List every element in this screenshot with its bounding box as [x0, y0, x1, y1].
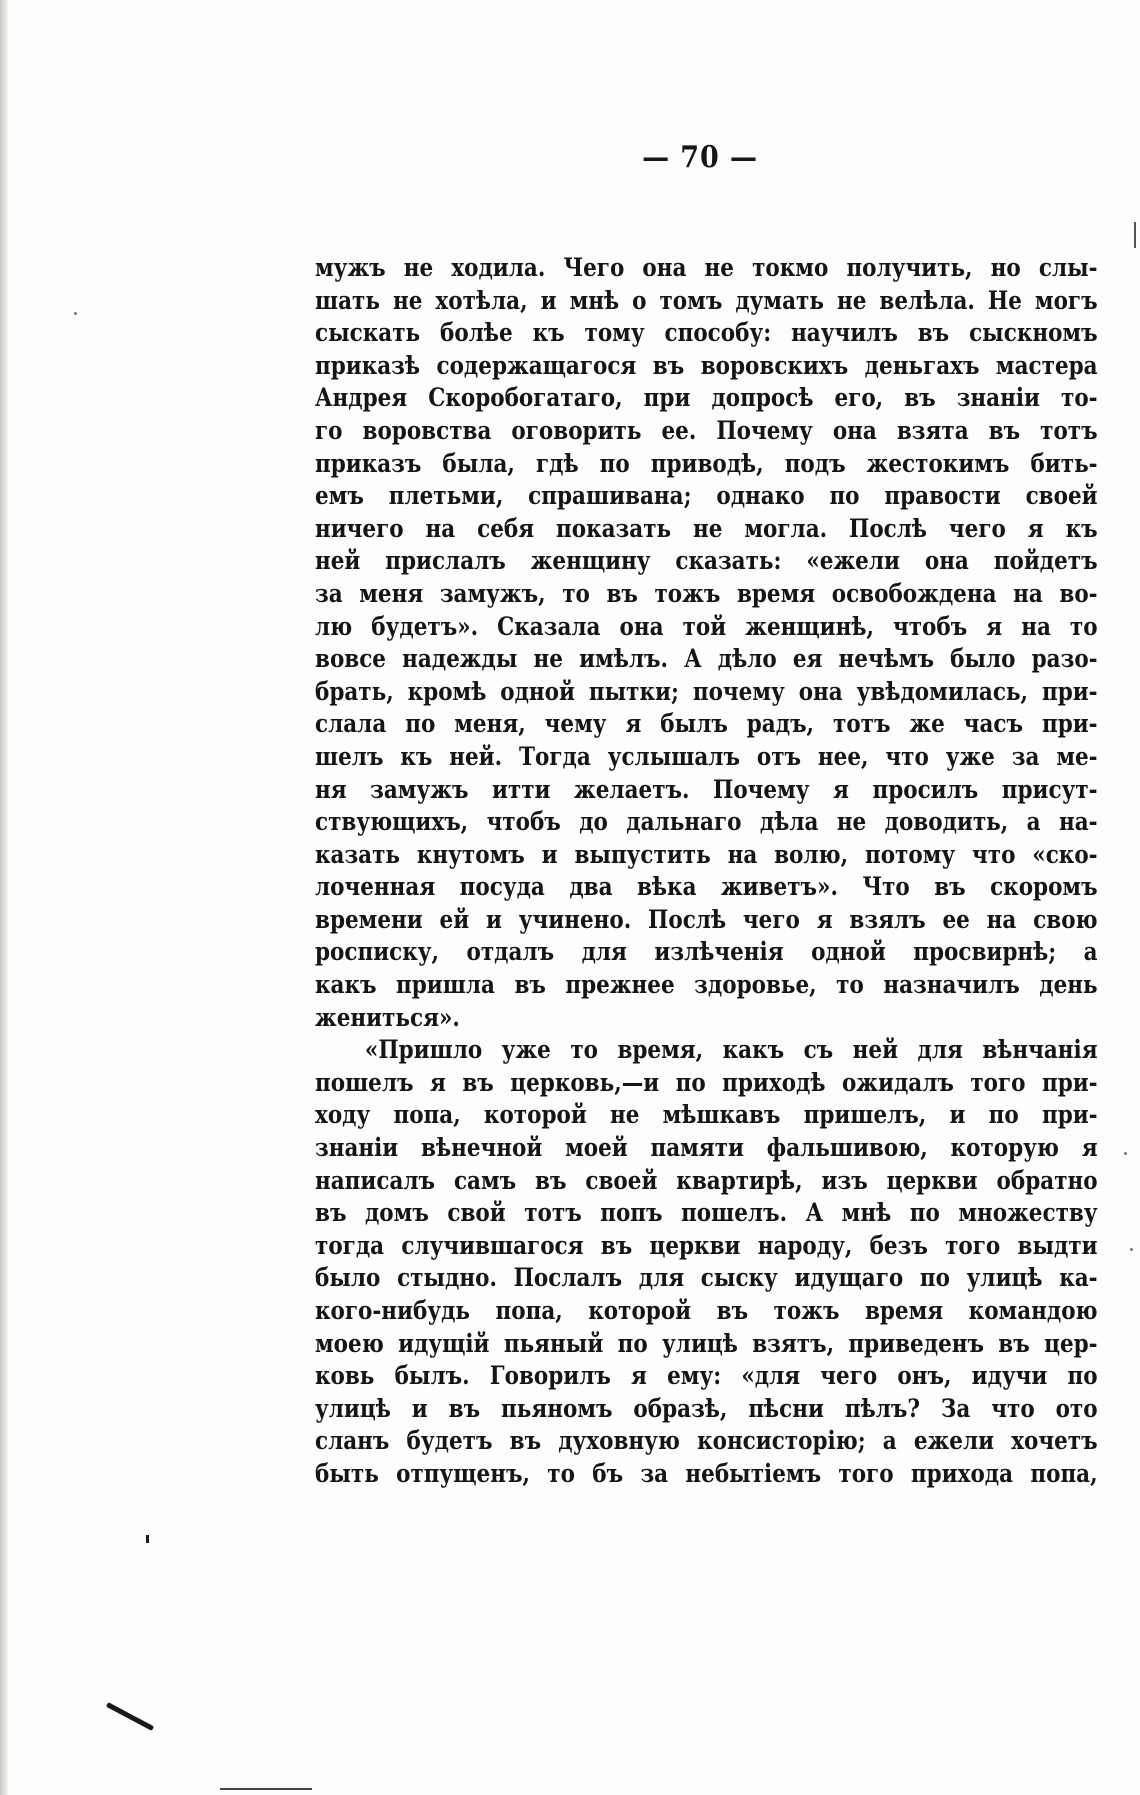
text-line: кого-нибудь попа, которой въ тожъ время командою — [315, 1296, 1098, 1325]
text-line: вовсе надежды не имѣлъ. А дѣло ея нечѣмъ было разо- — [315, 644, 1098, 674]
text-line: мужъ не ходила. Чего она не токмо получить, но слы- — [315, 253, 1098, 282]
text-line: улицѣ и въ пьяномъ образѣ, пѣсни пѣлъ? За что ото — [315, 1393, 1098, 1423]
text-line: ствующихъ, чтобъ до дальнаго дѣла не доводить, а на- — [315, 807, 1098, 837]
text-line: за меня замужъ, то въ тожъ время освобождена на во- — [315, 578, 1098, 608]
text-line: слала по меня, чему я былъ радъ, тотъ же часъ при- — [315, 709, 1098, 739]
text-line: брать, кромѣ одной пытки; почему она увѣдомилась, при- — [315, 676, 1098, 706]
text-line: шелъ къ ней. Тогда услышалъ отъ нее, что уже за ме- — [315, 741, 1098, 771]
ink-speck — [1130, 1248, 1133, 1251]
text-line: ковь былъ. Говорилъ я ему: «для чего онъ, идучи по — [315, 1361, 1098, 1391]
text-line: въ домъ свой тотъ попъ пошелъ. А мнѣ по множеству — [315, 1198, 1098, 1228]
ink-mark — [1134, 222, 1136, 248]
text-line: шать не хотѣла, и мнѣ о томъ думать не велѣла. Не могъ — [315, 285, 1098, 315]
text-line: приказѣ содержащагося въ воровскихъ деньгахъ мастера — [315, 350, 1098, 380]
text-line: знаніи вѣнечной моей памяти фальшивою, которую я — [315, 1133, 1098, 1163]
text-line: ничего на себя показать не могла. Послѣ чего я къ — [315, 513, 1098, 543]
page-number: — 70 — — [642, 140, 758, 175]
text-line: приказъ была, гдѣ по приводѣ, подъ жестокимъ бить- — [315, 448, 1098, 478]
text-line: пошелъ я въ церковь,—и по приходѣ ожидалъ того при- — [315, 1067, 1098, 1097]
ink-mark — [220, 1788, 312, 1790]
text-line: емъ плетьми, спрашивана; однако по правости своей — [315, 481, 1098, 511]
text-line: ня замужъ итти желаетъ. Почему я просилъ присут- — [315, 774, 1098, 804]
text-line: какъ пришла въ прежнее здоровье, то назначилъ день — [315, 970, 1098, 1000]
text-line: быть отпущенъ, то бъ за небытіемъ того прихода попа, — [315, 1458, 1098, 1488]
text-line: лю будетъ». Сказала она той женщинѣ, чтобъ я на то — [315, 611, 1098, 641]
text-line: ходу попа, которой не мѣшкавъ пришелъ, и по при- — [315, 1100, 1098, 1130]
text-line: «Пришло уже то время, какъ съ ней для вѣнчанія — [364, 1035, 1098, 1065]
text-line: времени ей и учинено. Послѣ чего я взялъ ее на свою — [315, 904, 1098, 934]
ink-speck — [74, 312, 77, 315]
text-line: моею идущій пьяный по улицѣ взятъ, приведенъ въ цер- — [315, 1328, 1098, 1358]
text-line: жениться». — [315, 1002, 460, 1032]
text-line: го воровства оговорить ее. Почему она взята въ тотъ — [315, 415, 1098, 445]
text-line: лоченная посуда два вѣка живетъ». Что въ скоромъ — [315, 872, 1098, 902]
text-line: росписку, отдалъ для излѣченія одной просвирнѣ; а — [315, 937, 1098, 967]
text-line: Андрея Скоробогатаго, при допросѣ его, въ знаніи то- — [315, 383, 1098, 413]
text-line: ней прислалъ женщину сказать: «ежели она пойдетъ — [315, 546, 1098, 576]
ink-mark — [146, 1535, 149, 1543]
text-line: казать кнутомъ и выпустить на волю, потому что «ско- — [315, 839, 1098, 869]
ink-speck — [1124, 1152, 1127, 1155]
text-line: сыскать болѣе къ тому способу: научилъ въ сыскномъ — [315, 318, 1098, 348]
page-edge — [0, 0, 8, 1795]
text-line: тогда случившагося въ церкви народу, безъ того выдти — [315, 1230, 1098, 1260]
body-text — [315, 252, 1098, 1491]
text-line: сланъ будетъ въ духовную консисторію; а ежели хочетъ — [315, 1426, 1098, 1456]
text-line: написалъ самъ въ своей квартирѣ, изъ церкви обратно — [315, 1165, 1098, 1195]
ink-mark — [106, 1702, 154, 1731]
text-line: было стыдно. Послалъ для сыску идущаго по улицѣ ка- — [315, 1263, 1098, 1293]
